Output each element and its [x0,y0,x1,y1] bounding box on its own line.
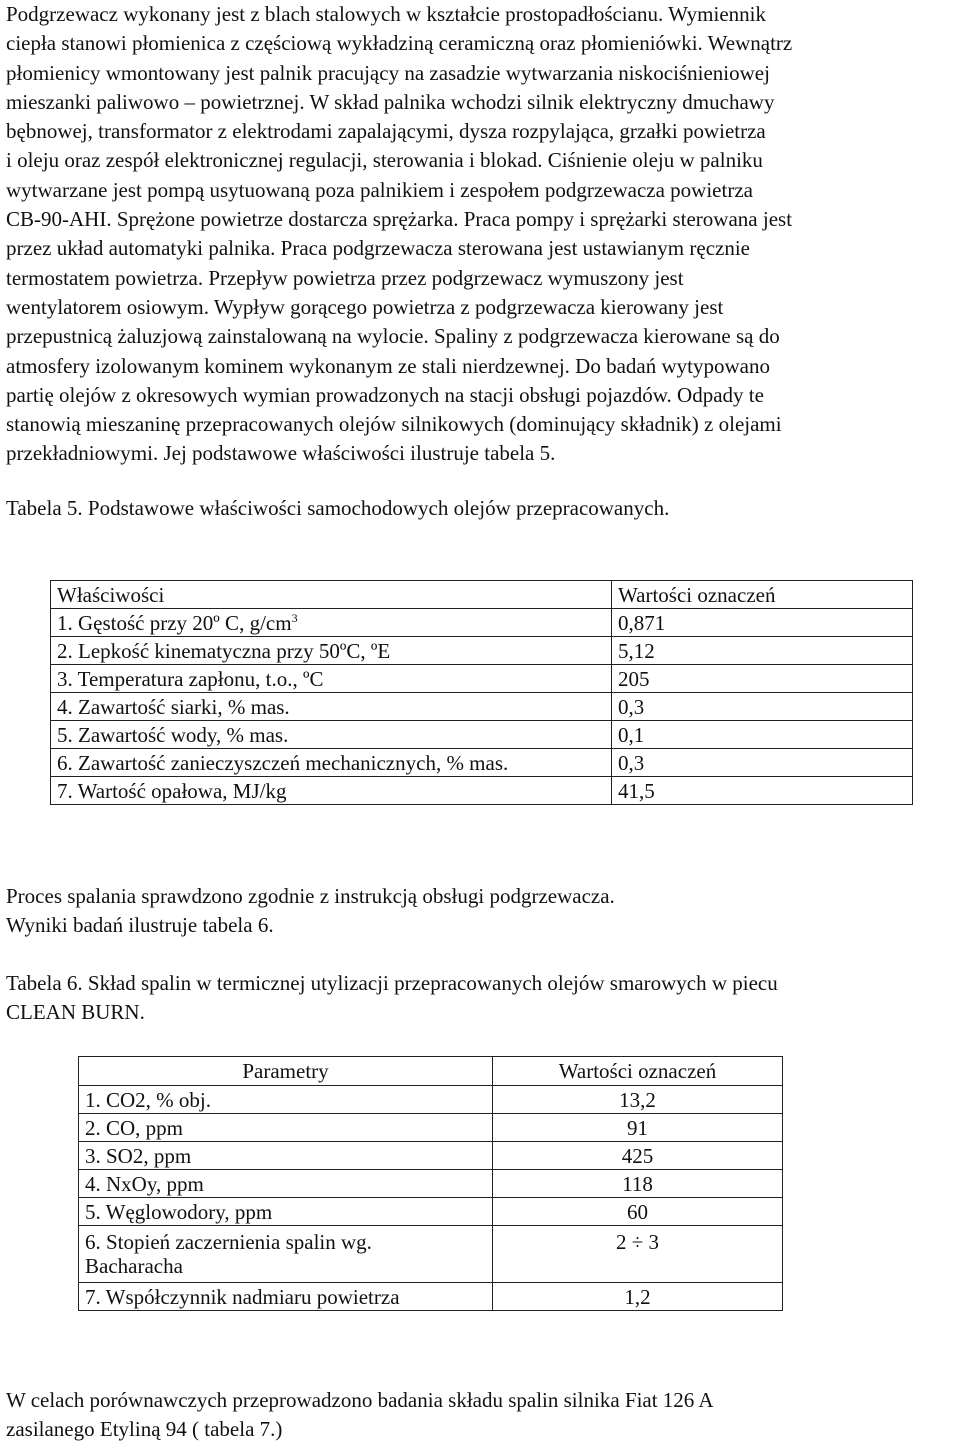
table-cell-label: 5. Zawartość wody, % mas. [51,721,612,749]
table-row [79,1086,783,1114]
intro-line: mieszanki paliwowo – powietrznej. W skład palnika wchodzi silnik elektryczny dmuchawy [6,89,775,114]
table-row [51,665,913,693]
table6-caption [6,969,954,1027]
table-header-cell: Wartości oznaczeń [493,1057,783,1086]
middle-paragraph [6,882,954,940]
intro-line: bębnowej, transformator z elektrodami zapalającymi, dysza rozpylająca, grzałki powietrza [6,119,766,144]
table-row [51,749,913,777]
table-row [79,1198,783,1226]
intro-line: termostatem powietrza. Przepływ powietrza przez podgrzewacz wymuszony jest [6,265,684,290]
table-cell-label: 4. Zawartość siarki, % mas. [51,693,612,721]
table-row [51,721,913,749]
table-header-cell: Właściwości [51,581,612,609]
table-cell-label: 2. CO, ppm [79,1114,493,1142]
table-row [79,1142,783,1170]
table-cell-value: 205 [612,665,913,693]
table5 [50,580,913,805]
row-label-line: 6. Stopień zaczernienia spalin wg. [85,1230,372,1254]
table-row [51,777,913,805]
table-row [79,1226,783,1283]
middle-line: Wyniki badań ilustruje tabela 6. [6,913,274,937]
intro-line: ciepła stanowi płomienica z częściową wykładziną ceramiczną oraz płomieniówki. Wewnątrz [6,31,793,56]
table5-caption: Tabela 5. Podstawowe właściwości samochodowych olejów przepracowanych. [6,496,670,520]
table-cell-value: 2 ÷ 3 [493,1226,783,1283]
intro-line: stanowią mieszaninę przepracowanych olejów silnikowych (dominujący składnik) z olejami [6,412,782,437]
table-cell-label: 6. Zawartość zanieczyszczeń mechanicznych, % mas. [51,749,612,777]
table-cell-value: 41,5 [612,777,913,805]
table-cell-label: 4. NxOy, ppm [79,1170,493,1198]
table-cell-label [79,1226,493,1283]
intro-line: i oleju oraz zespół elektronicznej regulacji, sterowania i blokad. Ciśnienie oleju w palniku [6,148,763,173]
table-cell-value: 0,1 [612,721,913,749]
table-row [51,609,913,637]
table-cell-value: 425 [493,1142,783,1170]
table-cell-label: 3. SO2, ppm [79,1142,493,1170]
table-header-cell: Wartości oznaczeń [612,581,913,609]
table-cell-value: 5,12 [612,637,913,665]
table-cell-label: 5. Węglowodory, ppm [79,1198,493,1226]
table-row [79,1283,783,1311]
closing-line: W celach porównawczych przeprowadzono badania składu spalin silnika Fiat 126 A [6,1388,714,1412]
intro-paragraph [6,0,954,469]
table-cell-label: 7. Wartość opałowa, MJ/kg [51,777,612,805]
intro-line: wentylatorem osiowym. Wypływ gorącego powietrza z podgrzewacza kierowany jest [6,294,724,319]
intro-line: przekładniowymi. Jej podstawowe właściwości ilustruje tabela 5. [6,441,556,466]
table-header-row [51,581,913,609]
row-label-text: 1. Gęstość przy 20º C, g/cm [57,610,292,635]
table-cell-label: 7. Współczynnik nadmiaru powietrza [79,1283,493,1311]
closing-paragraph [6,1386,954,1444]
table-cell-value: 0,3 [612,749,913,777]
middle-line: Proces spalania sprawdzono zgodnie z instrukcją obsługi podgrzewacza. [6,884,615,908]
table-cell-value: 13,2 [493,1086,783,1114]
table-row [51,693,913,721]
table-cell-value: 0,871 [612,609,913,637]
intro-line: atmosfery izolowanym kominem wykonanym ze stali nierdzewnej. Do badań wytypowano [6,353,770,378]
table-row [51,637,913,665]
superscript: 3 [291,610,298,625]
intro-line: przez układ automatyki palnika. Praca podgrzewacza sterowana jest ustawianym ręcznie [6,236,751,261]
table-header-row [79,1057,783,1086]
intro-line: Podgrzewacz wykonany jest z blach stalowych w kształcie prostopadłościanu. Wymiennik [6,2,766,26]
table-cell-label: 2. Lepkość kinematyczna przy 50ºC, ºE [51,637,612,665]
intro-line: CB-90-AHI. Sprężone powietrze dostarcza sprężarka. Praca pompy i sprężarki sterowana jest [6,207,793,232]
caption-line: CLEAN BURN. [6,1000,145,1024]
table-row [79,1170,783,1198]
caption-line: Tabela 6. Skład spalin w termicznej utylizacji przepracowanych olejów smarowych w piecu [6,971,778,995]
table-cell-label [51,609,612,637]
table-cell-value: 118 [493,1170,783,1198]
table-header-cell: Parametry [79,1057,493,1086]
intro-line: partię olejów z okresowych wymian prowadzonych na stacji obsługi pojazdów. Odpady te [6,382,764,407]
intro-line: płomienicy wmontowany jest palnik pracujący na zasadzie wytwarzania niskociśnieniowej [6,60,770,85]
table-cell-value: 1,2 [493,1283,783,1311]
table-cell-value: 0,3 [612,693,913,721]
table-cell-label: 3. Temperatura zapłonu, t.o., ºC [51,665,612,693]
table-cell-label: 1. CO2, % obj. [79,1086,493,1114]
table-cell-value: 60 [493,1198,783,1226]
intro-line: wytwarzane jest pompą usytuowaną poza palnikiem i zespołem podgrzewacza powietrza [6,177,753,202]
table-row [79,1114,783,1142]
closing-line: zasilanego Etyliną 94 ( tabela 7.) [6,1417,283,1441]
table-cell-value: 91 [493,1114,783,1142]
table6 [78,1056,783,1311]
intro-line: przepustnicą żaluzjową zainstalowaną na wylocie. Spaliny z podgrzewacza kierowane są do [6,324,780,349]
row-label-line: Bacharacha [85,1254,183,1278]
